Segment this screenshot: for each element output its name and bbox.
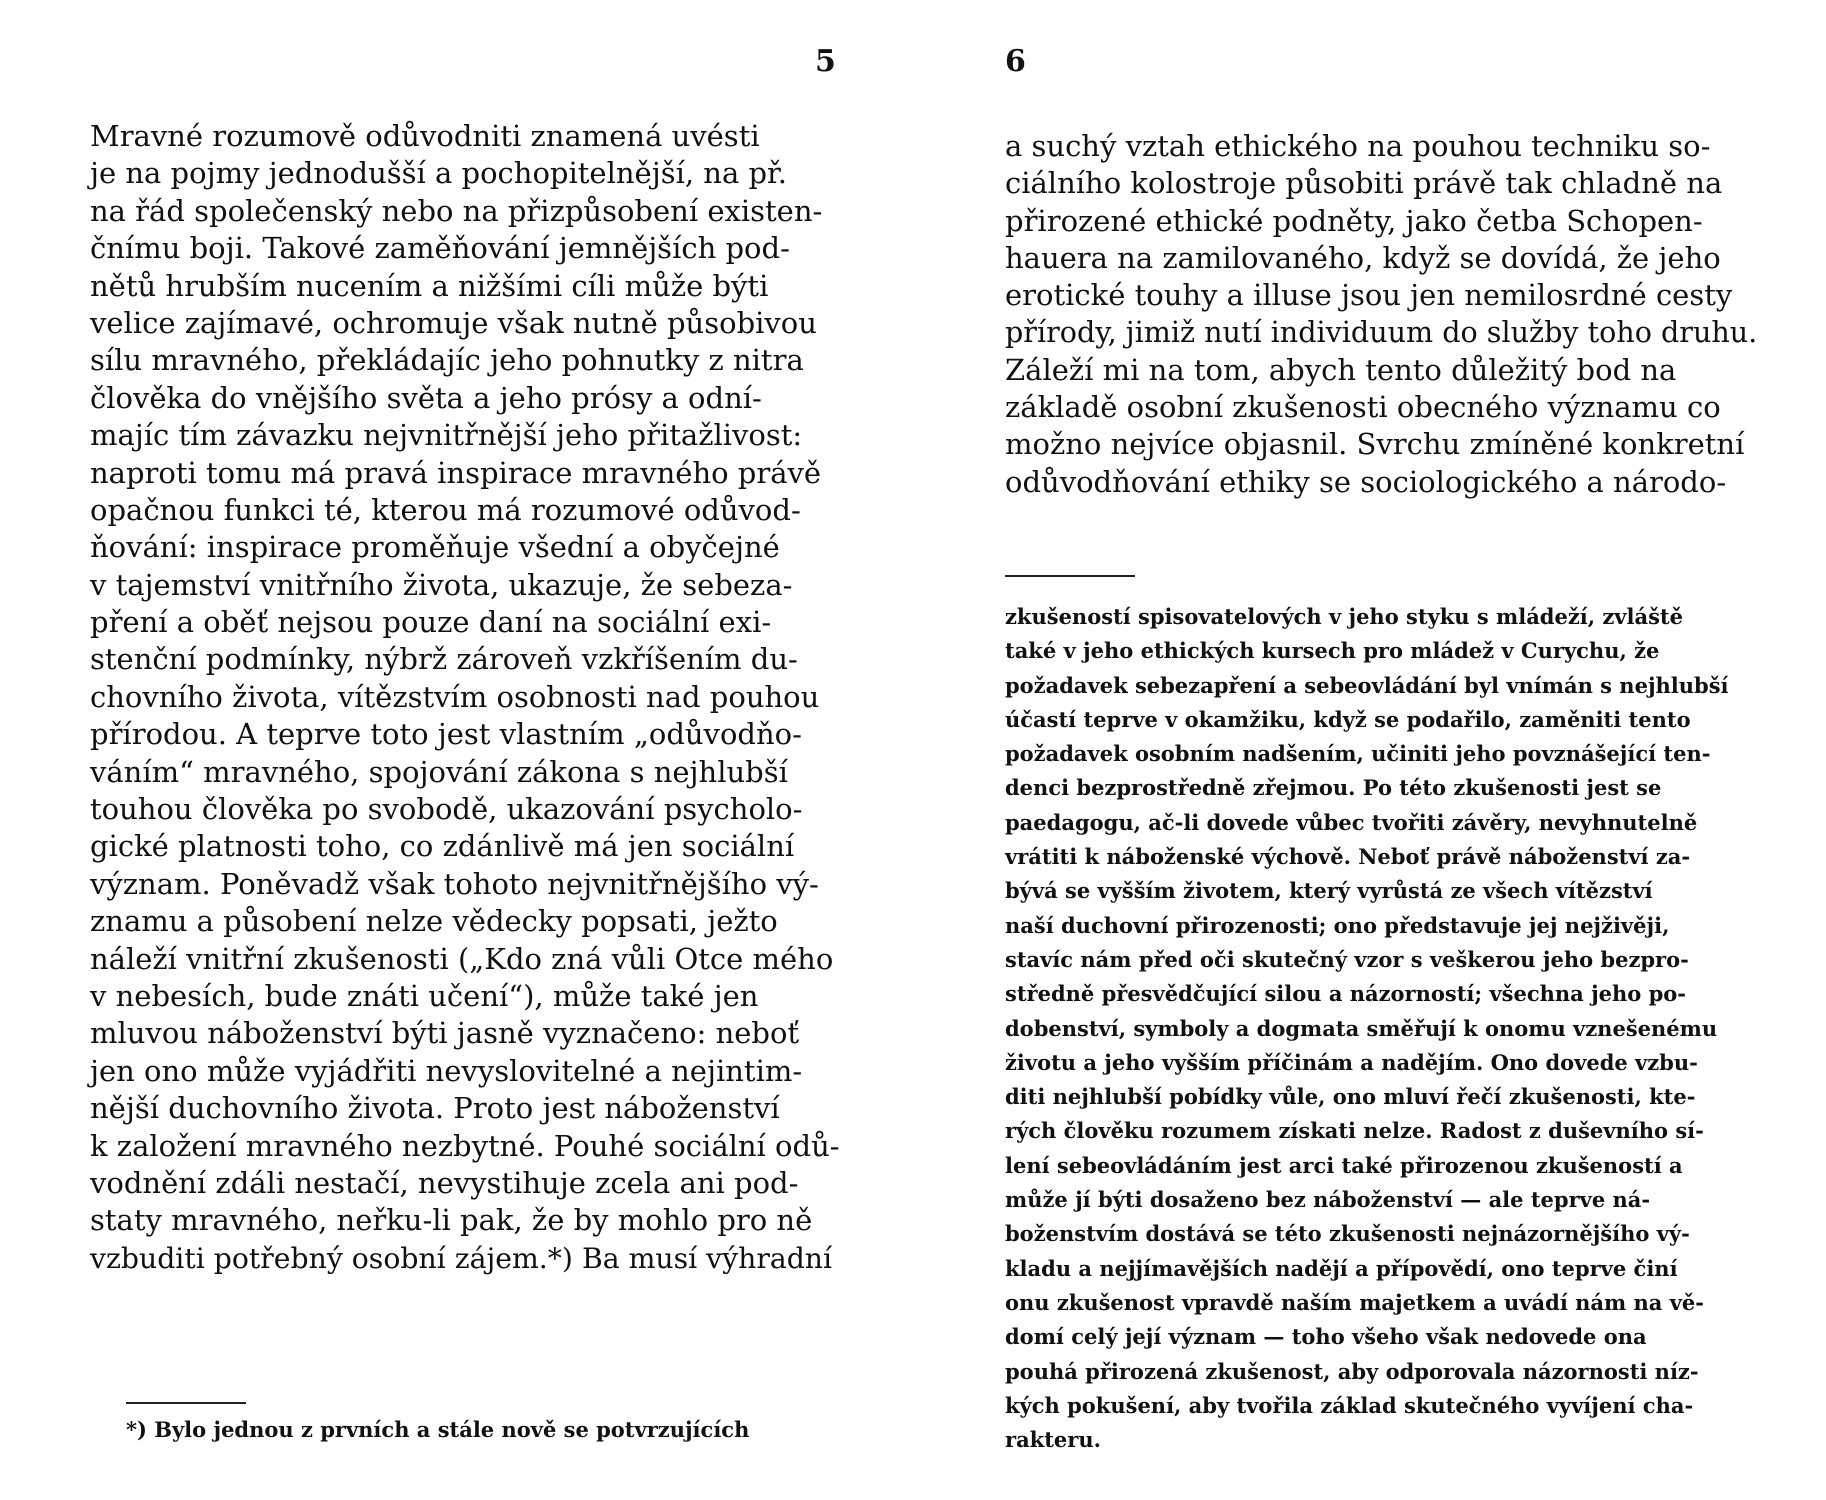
footnote-line: požadavek sebezapření a sebeovládání byl vnímán s nejhlubší	[1005, 672, 1729, 698]
text-line: a suchý vztah ethického na pouhou techniku so-	[1005, 129, 1711, 163]
footnote-line: středně přesvědčující silou a názorností; všechna jeho po-	[1005, 981, 1687, 1007]
footnote-rule	[1005, 575, 1135, 577]
footnote-line: účastí teprve v okamžiku, když se podařilo, zaměniti tento	[1005, 706, 1691, 732]
text-line: opačnou funkci té, kterou má rozumové odůvod-	[90, 492, 801, 527]
footnote-line: životu a jeho vyšším příčinám a nadějím. Ono dovede vzbu-	[1005, 1049, 1698, 1075]
footnote-line: vrátiti k náboženské výchově. Neboť právě náboženství za-	[1005, 844, 1691, 870]
text-line: přírodou. A teprve toto jest vlastním „odůvodňo-	[90, 717, 802, 752]
footnotes	[1005, 600, 1729, 1457]
footnote-line: domí celý její význam — toho všeho však nedovede ona	[1005, 1324, 1647, 1350]
footnote-line: diti nejhlubší pobídky vůle, ono mluví řečí zkušenosti, kte-	[1005, 1084, 1696, 1110]
footnote-rule	[126, 1402, 246, 1404]
text-line: náleží vnitřní zkušenosti („Kdo zná vůli Otce mého	[90, 941, 834, 976]
text-line: čnímu boji. Takové zaměňování jemnějších pod-	[90, 231, 790, 266]
footnote-line: paedagogu, ač-li dovede vůbec tvořiti závěry, nevyhnutelně	[1005, 809, 1698, 835]
text-line: stenční podmínky, nýbrž zároveň vzkříšením du-	[90, 642, 798, 677]
text-line: přírody, jimiž nutí individuum do služby toho druhu.	[1005, 315, 1758, 350]
footnote-line: boženstvím dostává se této zkušenosti nejnázornějšího vý-	[1005, 1221, 1690, 1247]
text-line: odůvodňování ethiky se sociologického a národo-	[1005, 464, 1727, 499]
footnote-line: stavíc nám před oči skutečný vzor s veškerou jeho bezpro-	[1005, 946, 1689, 972]
text-line: pření a oběť nejsou pouze daní na sociální exi-	[90, 605, 772, 640]
text-line: v tajemství vnitřního života, ukazuje, že sebeza-	[90, 567, 793, 602]
page-number: 5	[815, 44, 836, 79]
text-line: Záleží mi na tom, abych tento důležitý bod na	[1005, 352, 1677, 387]
text-line: člověka do vnějšího světa a jeho prósy a odní-	[90, 380, 762, 415]
text-line: k založení mravného nezbytné. Pouhé sociální odů-	[90, 1128, 840, 1163]
text-line: vodnění zdáli nestačí, nevystihuje zcela ani pod-	[90, 1165, 799, 1200]
text-line: přirozené ethické podněty, jako četba Schopen-	[1005, 203, 1703, 238]
right-page	[1005, 0, 1765, 1500]
text-line: ňování: inspirace proměňuje všední a obyčejné	[90, 530, 780, 565]
footnote-line: pouhá přirozená zkušenost, aby odporovala názornosti níz-	[1005, 1358, 1699, 1384]
text-line: význam. Poněvadž však tohoto nejvnitřnějšího vý-	[90, 866, 819, 901]
footnote-line: *) Bylo jednou z prvních a stále nově se potvrzujících	[126, 1417, 750, 1442]
page-number: 6	[1005, 44, 1026, 79]
body-text	[90, 118, 840, 1277]
footnote-line: lení sebeovládáním jest arci také přirozenou zkušeností a	[1005, 1152, 1683, 1178]
footnotes	[126, 1413, 749, 1447]
footnote-line: může jí býti dosaženo bez náboženství — ale teprve ná-	[1005, 1187, 1651, 1213]
footnote-line: kých pokušení, aby tvořila základ skutečného vyvíjení cha-	[1005, 1392, 1694, 1418]
text-line: naproti tomu má pravá inspirace mravného právě	[90, 455, 822, 490]
text-line: staty mravného, neřku-li pak, že by mohlo pro ně	[90, 1203, 813, 1238]
text-line: nější duchovního života. Proto jest náboženství	[90, 1091, 780, 1126]
footnote-line: kladu a nejjímavějších nadějí a přípovědí, ono teprve činí	[1005, 1255, 1678, 1281]
text-line: vzbuditi potřebný osobní zájem.*) Ba musí výhradní	[90, 1241, 833, 1275]
text-line: základě osobní zkušenosti obecného významu co	[1005, 390, 1721, 425]
footnote-line: rých člověku rozumem získati nelze. Radost z duševního sí-	[1005, 1118, 1704, 1144]
text-line: erotické touhy a illuse jsou jen nemilosrdné cesty	[1005, 278, 1733, 313]
footnote-line: také v jeho ethických kursech pro mládež v Curychu, že	[1005, 638, 1660, 664]
text-line: váním“ mravného, spojování zákona s nejhlubší	[90, 754, 788, 789]
footnote-line: zkušeností spisovatelových v jeho styku s mládeží, zvláště	[1005, 604, 1683, 629]
text-line: je na pojmy jednodušší a pochopitelnější, na př.	[90, 156, 787, 191]
text-line: sílu mravného, překládajíc jeho pohnutky z nitra	[90, 343, 804, 378]
footnote-line: bývá se vyšším životem, který vyrůstá ze všech vítězství	[1005, 878, 1653, 904]
text-line: gické platnosti toho, co zdánlivě má jen sociální	[90, 829, 795, 864]
text-line: mluvou náboženství býti jasně vyznačeno: neboť	[90, 1016, 800, 1051]
text-line: v nebesích, bude znáti učení“), může také jen	[90, 978, 759, 1013]
text-line: majíc tím závazku nejvnitřnější jeho přitažlivost:	[90, 418, 803, 453]
text-line: jen ono může vyjádřiti nevyslovitelné a nejintim-	[90, 1053, 803, 1088]
body-text	[1005, 128, 1757, 501]
left-page	[90, 0, 840, 1500]
footnote-line: požadavek osobním nadšením, učiniti jeho povznášející ten-	[1005, 741, 1711, 767]
text-line: Mravné rozumově odůvodniti znamená uvésti	[90, 119, 760, 153]
footnote-line: naší duchovní přirozenosti; ono představuje jej nejživěji,	[1005, 912, 1670, 938]
text-line: možno nejvíce objasnil. Svrchu zmíněné konkretní	[1005, 427, 1745, 462]
text-line: chovního života, vítězstvím osobnosti nad pouhou	[90, 679, 820, 714]
footnote-line: rakteru.	[1005, 1427, 1101, 1453]
text-line: znamu a působení nelze vědecky popsati, ježto	[90, 904, 778, 939]
text-line: touhou člověka po svobodě, ukazování psycholo-	[90, 792, 803, 827]
text-line: nětů hrubším nucením a nižšími cíli může býti	[90, 268, 769, 303]
text-line: hauera na zamilovaného, když se dovídá, že jeho	[1005, 240, 1721, 275]
text-line: velice zajímavé, ochromuje však nutně působivou	[90, 305, 817, 340]
text-line: na řád společenský nebo na přizpůsobení existen-	[90, 193, 823, 228]
text-line: ciálního kolostroje působiti právě tak chladně na	[1005, 166, 1723, 201]
footnote-line: dobenství, symboly a dogmata směřují k onomu vznešenému	[1005, 1015, 1718, 1041]
footnote-line: denci bezprostředně zřejmou. Po této zkušenosti jest se	[1005, 775, 1662, 801]
footnote-line: onu zkušenost vpravdě naším majetkem a uvádí nám na vě-	[1005, 1289, 1704, 1315]
